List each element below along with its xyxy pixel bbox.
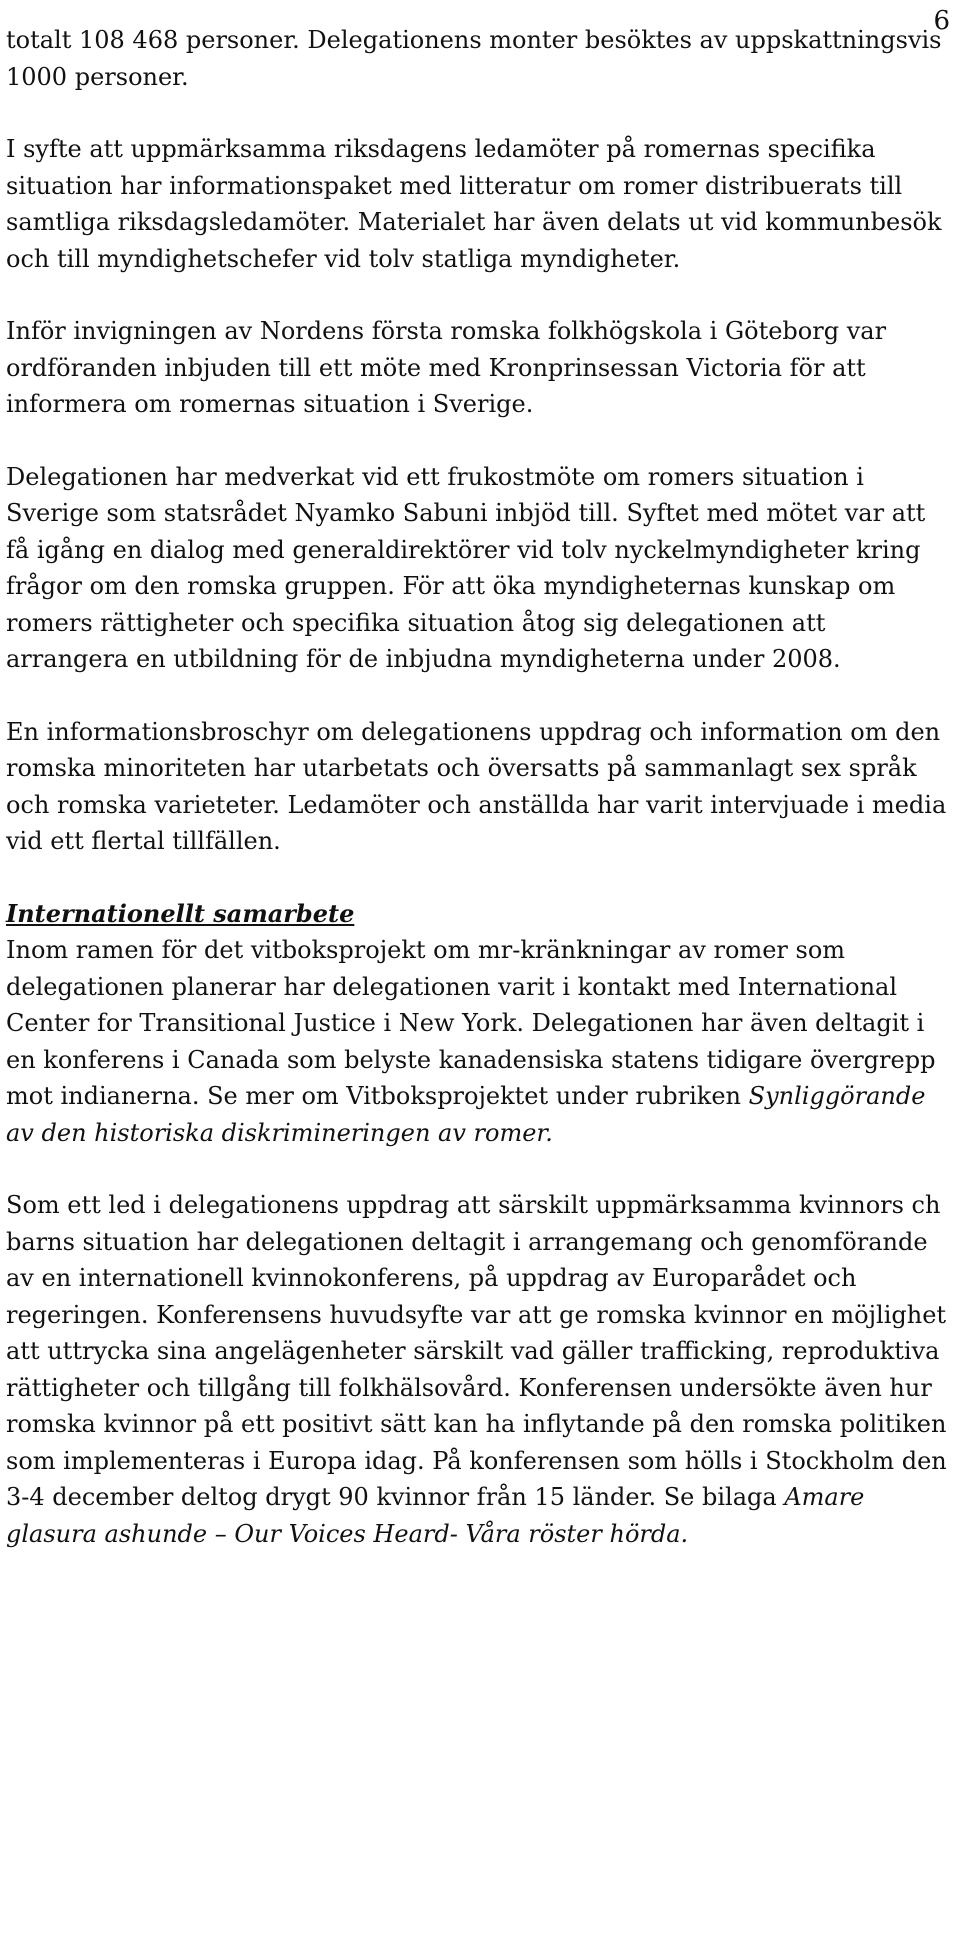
- document-body: [6, 22, 954, 1552]
- paragraph-riksdag: I syfte att uppmärksamma riksdagens ledamöter på romernas specifika situation har informationspaket med litteratur om romer distribuerats till samtliga riksdagsledamöter. Materialet har även delats ut vid kommunbesök och till myndighetschefer vid tolv statliga myndigheter.: [6, 135, 942, 273]
- paragraph-vitbok-italic: Synliggörande av den historiska diskrimineringen av romer.: [6, 1082, 926, 1147]
- paragraph-kvinnor: [6, 1187, 954, 1552]
- paragraph-kvinnor-text: Som ett led i delegationens uppdrag att särskilt uppmärksamma kvinnors ch barns situation har delegationen deltagit i arrangemang och genomförande av en internationell kvinnokonferens, på uppdrag av Europarådet och regeringen. Konferensens huvudsyfte var att ge romska kvinnor en möjlighet att uttrycka sina angelägenheter särskilt vad gäller trafficking, reproduktiva rättigheter och tillgång till folkhälsovård. Konferensen undersökte även hur romska kvinnor på ett positivt sätt kan ha inflytande på den romska politiken som implementeras i Europa idag. På konferensen som hölls i Stockholm den 3-4 december deltog drygt 90 kvinnor från 15 länder. Se bilaga: [6, 1191, 947, 1511]
- paragraph-intro: totalt 108 468 personer. Delegationens monter besöktes av uppskattningsvis 1000 personer.: [6, 26, 942, 91]
- paragraph-kvinnor-italic: Amare glasura ashunde – Our Voices Heard- Våra röster hörda.: [6, 1483, 865, 1548]
- paragraph-vitbok: [6, 932, 954, 1151]
- page-number: 6: [933, 6, 950, 36]
- paragraph-vitbok-text: Inom ramen för det vitboksprojekt om mr-kränkningar av romer som delegationen planerar har delegationen varit i kontakt med International Center for Transitional Justice i New York. Delegationen har även deltagit i en konferens i Canada som belyste kanadensiska statens tidigare övergrepp mot indianerna. Se mer om Vitboksprojektet under rubriken: [6, 936, 936, 1110]
- section-heading-internationellt: Internationellt samarbete: [6, 898, 355, 928]
- paragraph-folkhogskola: Inför invigningen av Nordens första romska folkhögskola i Göteborg var ordföranden inbjuden till ett möte med Kronprinsessan Victoria för att informera om romernas situation i Sverige.: [6, 317, 887, 418]
- paragraph-broschyr: En informationsbroschyr om delegationens uppdrag och information om den romska minoriteten har utarbetats och översatts på sammanlagt sex språk och romska varieteter. Ledamöter och anställda har varit intervjuade i media vid ett flertal tillfällen.: [6, 717, 947, 855]
- paragraph-frukostmote: Delegationen har medverkat vid ett frukostmöte om romers situation i Sverige som statsrådet Nyamko Sabuni inbjöd till. Syftet med mötet var att få igång en dialog med generaldirektörer vid tolv nyckelmyndigheter kring frågor om den romska gruppen. För att öka myndigheternas kunskap om romers rättigheter och specifika situation åtog sig delegationen att arrangera en utbildning för de inbjudna myndigheterna under 2008.: [6, 462, 926, 673]
